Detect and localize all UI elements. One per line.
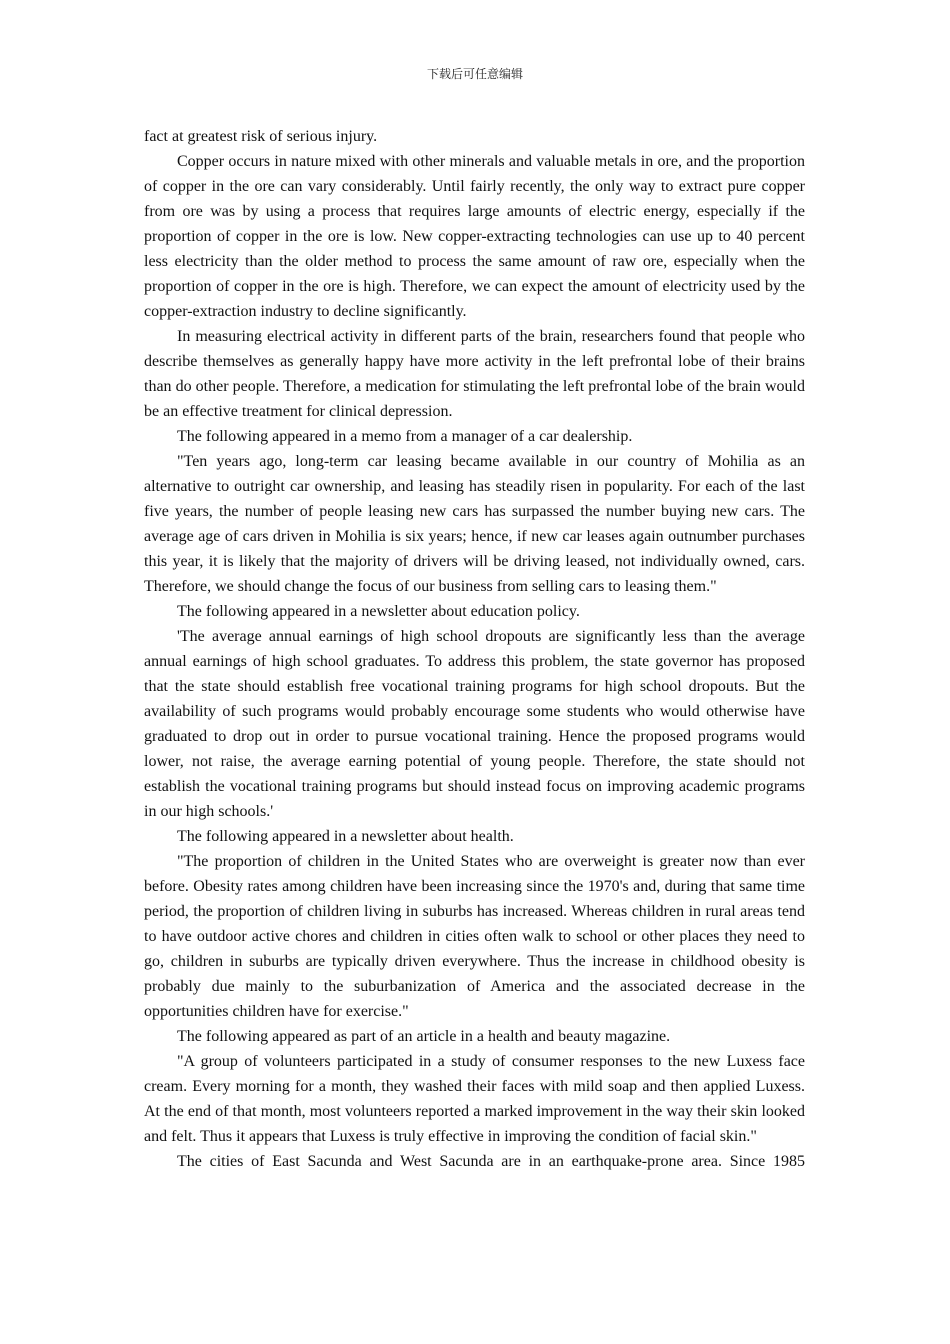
page-header: 下载后可任意编辑: [426, 67, 523, 81]
paragraph-beauty-intro: The following appeared as part of an article in a health and beauty magazine.: [177, 1028, 671, 1045]
paragraph-health-intro: The following appeared in a newsletter about health.: [177, 828, 514, 845]
paragraph-brain: In measuring electrical activity in different parts of the brain, researchers found that people who describe themselves as generally happy have more activity in the left prefrontal lobe of their brains than do other people. Therefore, a medication for stimulating the left prefrontal lobe of the brain would be an effective treatment for clinical depression.: [144, 328, 805, 420]
paragraph-car-intro: The following appeared in a memo from a manager of a car dealership.: [177, 428, 633, 445]
document-body: [144, 124, 805, 1174]
paragraph-education-intro: The following appeared in a newsletter about education policy.: [177, 603, 580, 620]
paragraph-health-newsletter: "The proportion of children in the United States who are overweight is greater now than ever before. Obesity rates among children have been increasing since the 1970's and, during that same time period, the proportion of children living in suburbs has increased. Whereas children in rural areas tend to have outdoor active chores and children in cities often walk to school or other places they need to go, children in suburbs are typically driven everywhere. Thus the increase in childhood obesity is probably due mainly to the suburbanization of America and the associated decrease in the opportunities children have for exercise.": [144, 853, 805, 1020]
paragraph-copper: Copper occurs in nature mixed with other minerals and valuable metals in ore, and the proportion of copper in the ore can vary considerably. Until fairly recently, the only way to extract pure copper from ore was by using a process that requires large amounts of electric energy, especially if the proportion of copper in the ore is low. New copper-extracting technologies can use up to 40 percent less electricity than the older method to process the same amount of raw ore, especially when the proportion of copper in the ore is high. Therefore, we can expect the amount of electricity used by the copper-extraction industry to decline significantly.: [144, 153, 805, 320]
paragraph-continuation: fact at greatest risk of serious injury.: [144, 128, 378, 145]
paragraph-car-memo: "Ten years ago, long-term car leasing became available in our country of Mohilia as an alternative to outright car ownership, and leasing has steadily risen in popularity. For each of the last five years, the number of people leasing new cars has surpassed the number buying new cars. The average age of cars driven in Mohilia is six years; hence, if new car leases again outnumber purchases this year, it is likely that the majority of drivers will be driving leased, not individually owned, cars. Therefore, we should change the focus of our business from selling cars to leasing them.": [144, 453, 805, 595]
paragraph-luxess: "A group of volunteers participated in a study of consumer responses to the new Luxess face cream. Every morning for a month, they washed their faces with mild soap and then applied Luxess. At the end of that month, most volunteers reported a marked improvement in the way their skin looked and felt. Thus it appears that Luxess is truly effective in improving the condition of facial skin.": [144, 1053, 805, 1145]
paragraph-sacunda: The cities of East Sacunda and West Sacunda are in an earthquake-prone area. Since 1985: [177, 1153, 805, 1170]
paragraph-education-newsletter: 'The average annual earnings of high school dropouts are significantly less than the average annual earnings of high school graduates. To address this problem, the state governor has proposed that the state should establish free vocational training programs for high school dropouts. But the availability of such programs would probably encourage some students who would otherwise have graduated to drop out in order to pursue vocational training. Hence the proposed programs would lower, not raise, the average earning potential of young people. Therefore, the state should not establish the vocational training programs but should instead focus on improving academic programs in our high schools.': [144, 628, 805, 820]
